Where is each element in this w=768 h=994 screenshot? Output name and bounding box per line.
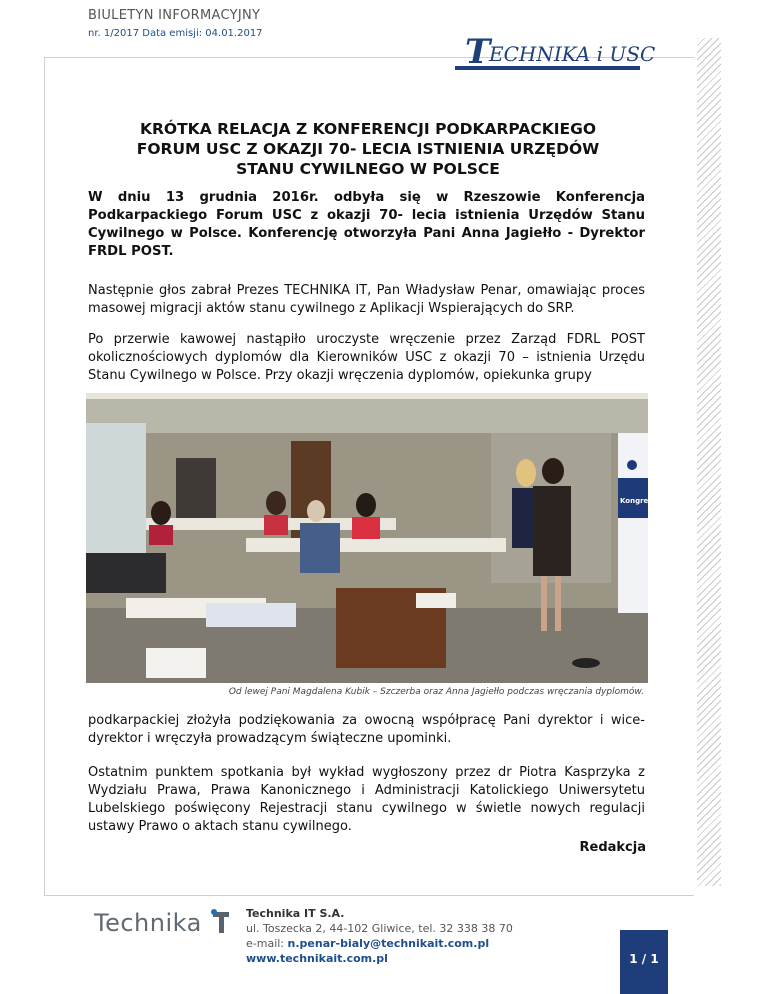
technika-it-logo [94, 909, 234, 943]
bulletin-title: BIULETYN INFORMACYJNY [88, 8, 261, 23]
conference-photo [86, 393, 653, 683]
article-title-line: KRÓTKA RELACJA Z KONFERENCJI PODKARPACKIEGO [139, 120, 597, 138]
article-title-line: STANU CYWILNEGO W POLSCE [236, 160, 500, 178]
footer-email-line [246, 937, 489, 950]
article-title-line: FORUM USC Z OKAZJI 70- LECIA ISTNIENIA URZĘDÓW [136, 140, 600, 158]
logo-initial: T [465, 32, 491, 72]
article-paragraph-4: Ostatnim punktem spotkania był wykład wygłoszony przez dr Piotra Kasprzyka z Wydziału Prawa, Prawa Kanonicznego i Administracji Katolickiego Uniwersytetu Lubelskiego poświęcony Rejestracji stanu cywilnego w świetle nowych regulacji ustawy Prawo o aktach stanu cywilnego. [88, 765, 645, 834]
photo-caption: Od lewej Pani Magdalena Kubik – Szczerba oraz Anna Jagiełło podczas wręczania dyplomów. [228, 687, 644, 697]
email-link[interactable]: n.penar-bialy@technikait.com.pl [287, 937, 490, 950]
technika-usc-logo [455, 32, 656, 76]
signature: Redakcja [579, 840, 646, 855]
frame-line-bottom [44, 895, 694, 896]
footer-website-link[interactable]: www.technikait.com.pl [246, 952, 388, 965]
article-paragraph-2: Po przerwie kawowej nastąpiło uroczyste wręczenie przez Zarząd FDRL POST okolicznościowych dyplomów dla Kierowników USC z okazji 70 – istnienia Urzędu Stanu Cywilnego w Polsce. Przy okazji wręczenia dyplomów, opiekunka grupy [88, 332, 645, 383]
logo-text: ECHNIKA i USC [489, 42, 656, 66]
footer-company: Technika IT S.A. [246, 907, 345, 920]
page-number: 1 / 1 [620, 930, 668, 994]
email-label: e-mail: [246, 937, 288, 950]
footer-address: ul. Toszecka 2, 44-102 Gliwice, tel. 32 338 38 70 [246, 922, 513, 935]
article-paragraph-3: podkarpackiej złożyła podziękowania za owocną współpracę Pani dyrektor i wice-dyrektor i wręczyła prowadzącym świąteczne upominki. [88, 713, 645, 746]
article-lead: W dniu 13 grudnia 2016r. odbyła się w Rzeszowie Konferencja Podkarpackiego Forum USC z okazji 70- lecia istnienia Urzędów Stanu Cywilnego w Polsce. Konferencję otworzyła Pani Anna Jagiełło - Dyrektor FRDL POST. [88, 190, 645, 259]
issue-info: nr. 1/2017 Data emisji: 04.01.2017 [88, 28, 263, 39]
article-title [80, 119, 656, 179]
logo-mark-icon [210, 909, 232, 935]
decorative-hatch-strip [697, 38, 721, 886]
footer-logo-text: Technika [94, 909, 202, 937]
banner-text: Kongres [620, 497, 653, 505]
article-paragraph-1: Następnie głos zabrał Prezes TECHNIKA IT, Pan Władysław Penar, omawiając proces masowej migracji aktów stanu cywilnego z Aplikacji Wspierających do SRP. [88, 283, 645, 316]
frame-line-left [44, 57, 45, 895]
